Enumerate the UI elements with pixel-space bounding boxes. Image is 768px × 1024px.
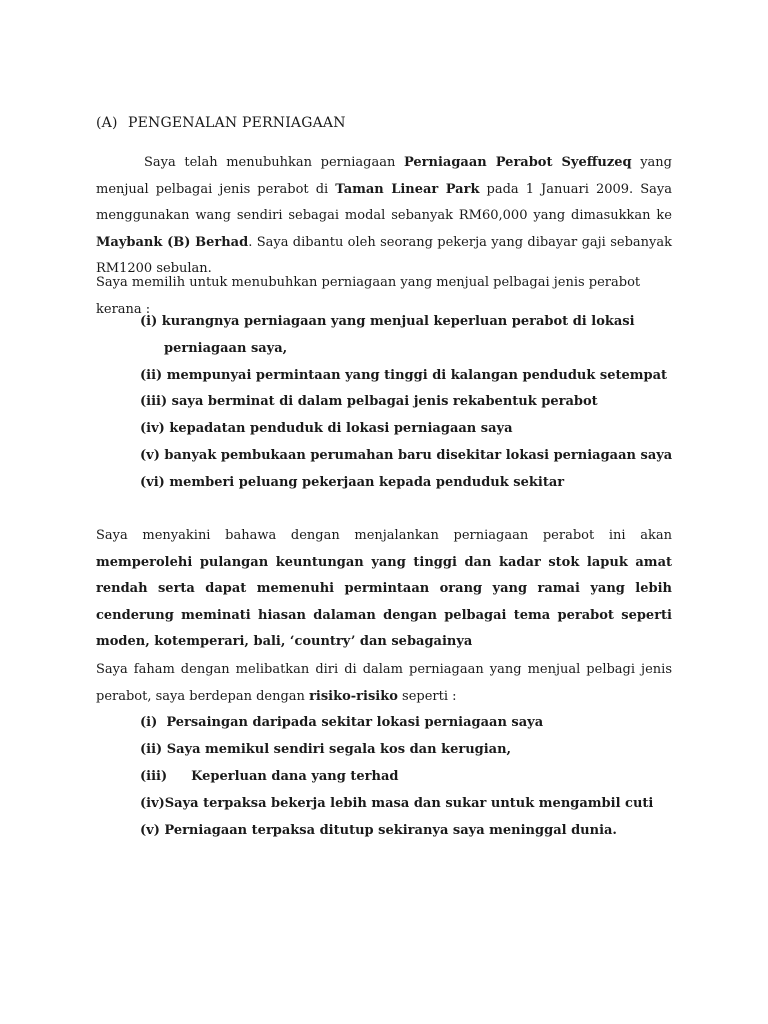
risk-item xyxy=(140,817,675,844)
risk-intro-text-1: Saya faham dengan melibatkan diri di dalam perniagaan yang menjual pelbagi jenis perabot, saya berdepan dengan xyxy=(96,662,672,704)
section-title: PENGENALAN PERNIAGAAN xyxy=(128,115,346,131)
belief-emphasis: memperolehi pulangan keuntungan yang tinggi dan kadar stok lapuk amat rendah serta dapat memenuhi permintaan orang yang ramai yang lebih cenderung meminati hiasan dalaman dengan pelbagai tema perabot seperti moden, kotemperari, bali, ‘country’ dan sebagainya xyxy=(96,554,672,649)
belief-text: Saya menyakini bahawa dengan menjalankan perniagaan perabot ini akan xyxy=(96,528,672,543)
reason-item: (iv) kepadatan penduduk di lokasi perniagaan saya xyxy=(140,421,513,437)
section-number: (A) xyxy=(96,115,118,131)
reason-item: (ii) mempunyai permintaan yang tinggi di kalangan penduduk setempat xyxy=(140,367,668,383)
risk-keyword: risiko-risiko xyxy=(309,688,398,704)
reasons-list xyxy=(140,309,675,497)
risk-item xyxy=(140,790,675,817)
intro-text-2: yang menjual pelbagai jenis perabot di xyxy=(96,155,672,197)
risk-item xyxy=(140,736,675,763)
intro-paragraph xyxy=(96,150,672,283)
bank-name: Maybank (B) Berhad xyxy=(96,234,249,250)
belief-paragraph xyxy=(96,523,672,656)
risk-text: Saya memikul sendiri segala kos dan kerugian, xyxy=(166,742,512,757)
intro-text-4: . Saya dibantu oleh seorang pekerja yang dibayar gaji sebanyak RM1200 sebulan. xyxy=(96,234,672,276)
risk-item xyxy=(140,763,675,790)
risk-text: Keperluan dana yang terhad xyxy=(191,769,399,784)
intro-text-3: pada 1 Januari 2009. Saya menggunakan wang sendiri sebagai modal sebanyak RM60,000 yang dimasukkan ke xyxy=(96,181,672,223)
reason-item: (v) banyak pembukaan perumahan baru disekitar lokasi perniagaan saya xyxy=(140,447,673,463)
risk-number: (ii) xyxy=(140,742,163,757)
risks-list xyxy=(140,709,675,844)
business-name: Perniagaan Perabot Syeffuzeq xyxy=(403,155,632,170)
business-location: Taman Linear Park xyxy=(335,181,480,197)
risk-text: Persaingan daripada sekitar lokasi perniagaan saya xyxy=(166,715,544,730)
reasons-intro: Saya memilih untuk menubuhkan perniagaan yang menjual pelbagai jenis perabot kerana : xyxy=(96,275,641,317)
risk-text: Perniagaan terpaksa ditutup sekiranya saya meninggal dunia. xyxy=(164,823,617,838)
reason-item: (vi) memberi peluang pekerjaan kepada penduduk sekitar xyxy=(140,474,565,490)
section-heading xyxy=(96,110,672,137)
reason-item: (iii) saya berminat di dalam pelbagai jenis rekabentuk perabot xyxy=(140,394,598,410)
risk-number: (iii) xyxy=(140,769,168,784)
intro-text-1: Saya telah menubuhkan perniagaan xyxy=(144,155,404,170)
risk-item xyxy=(140,709,675,736)
risk-intro-paragraph xyxy=(96,657,672,710)
risk-intro-text-2: seperti : xyxy=(397,688,457,704)
risk-number: (iv) xyxy=(140,796,165,811)
risk-number: (i) xyxy=(140,715,158,730)
reason-item: (i) kurangnya perniagaan yang menjual keperluan perabot di lokasi perniagaan saya, xyxy=(140,314,635,356)
risk-text: Saya terpaksa bekerja lebih masa dan sukar untuk mengambil cuti xyxy=(164,796,654,811)
risk-number: (v) xyxy=(140,823,160,838)
